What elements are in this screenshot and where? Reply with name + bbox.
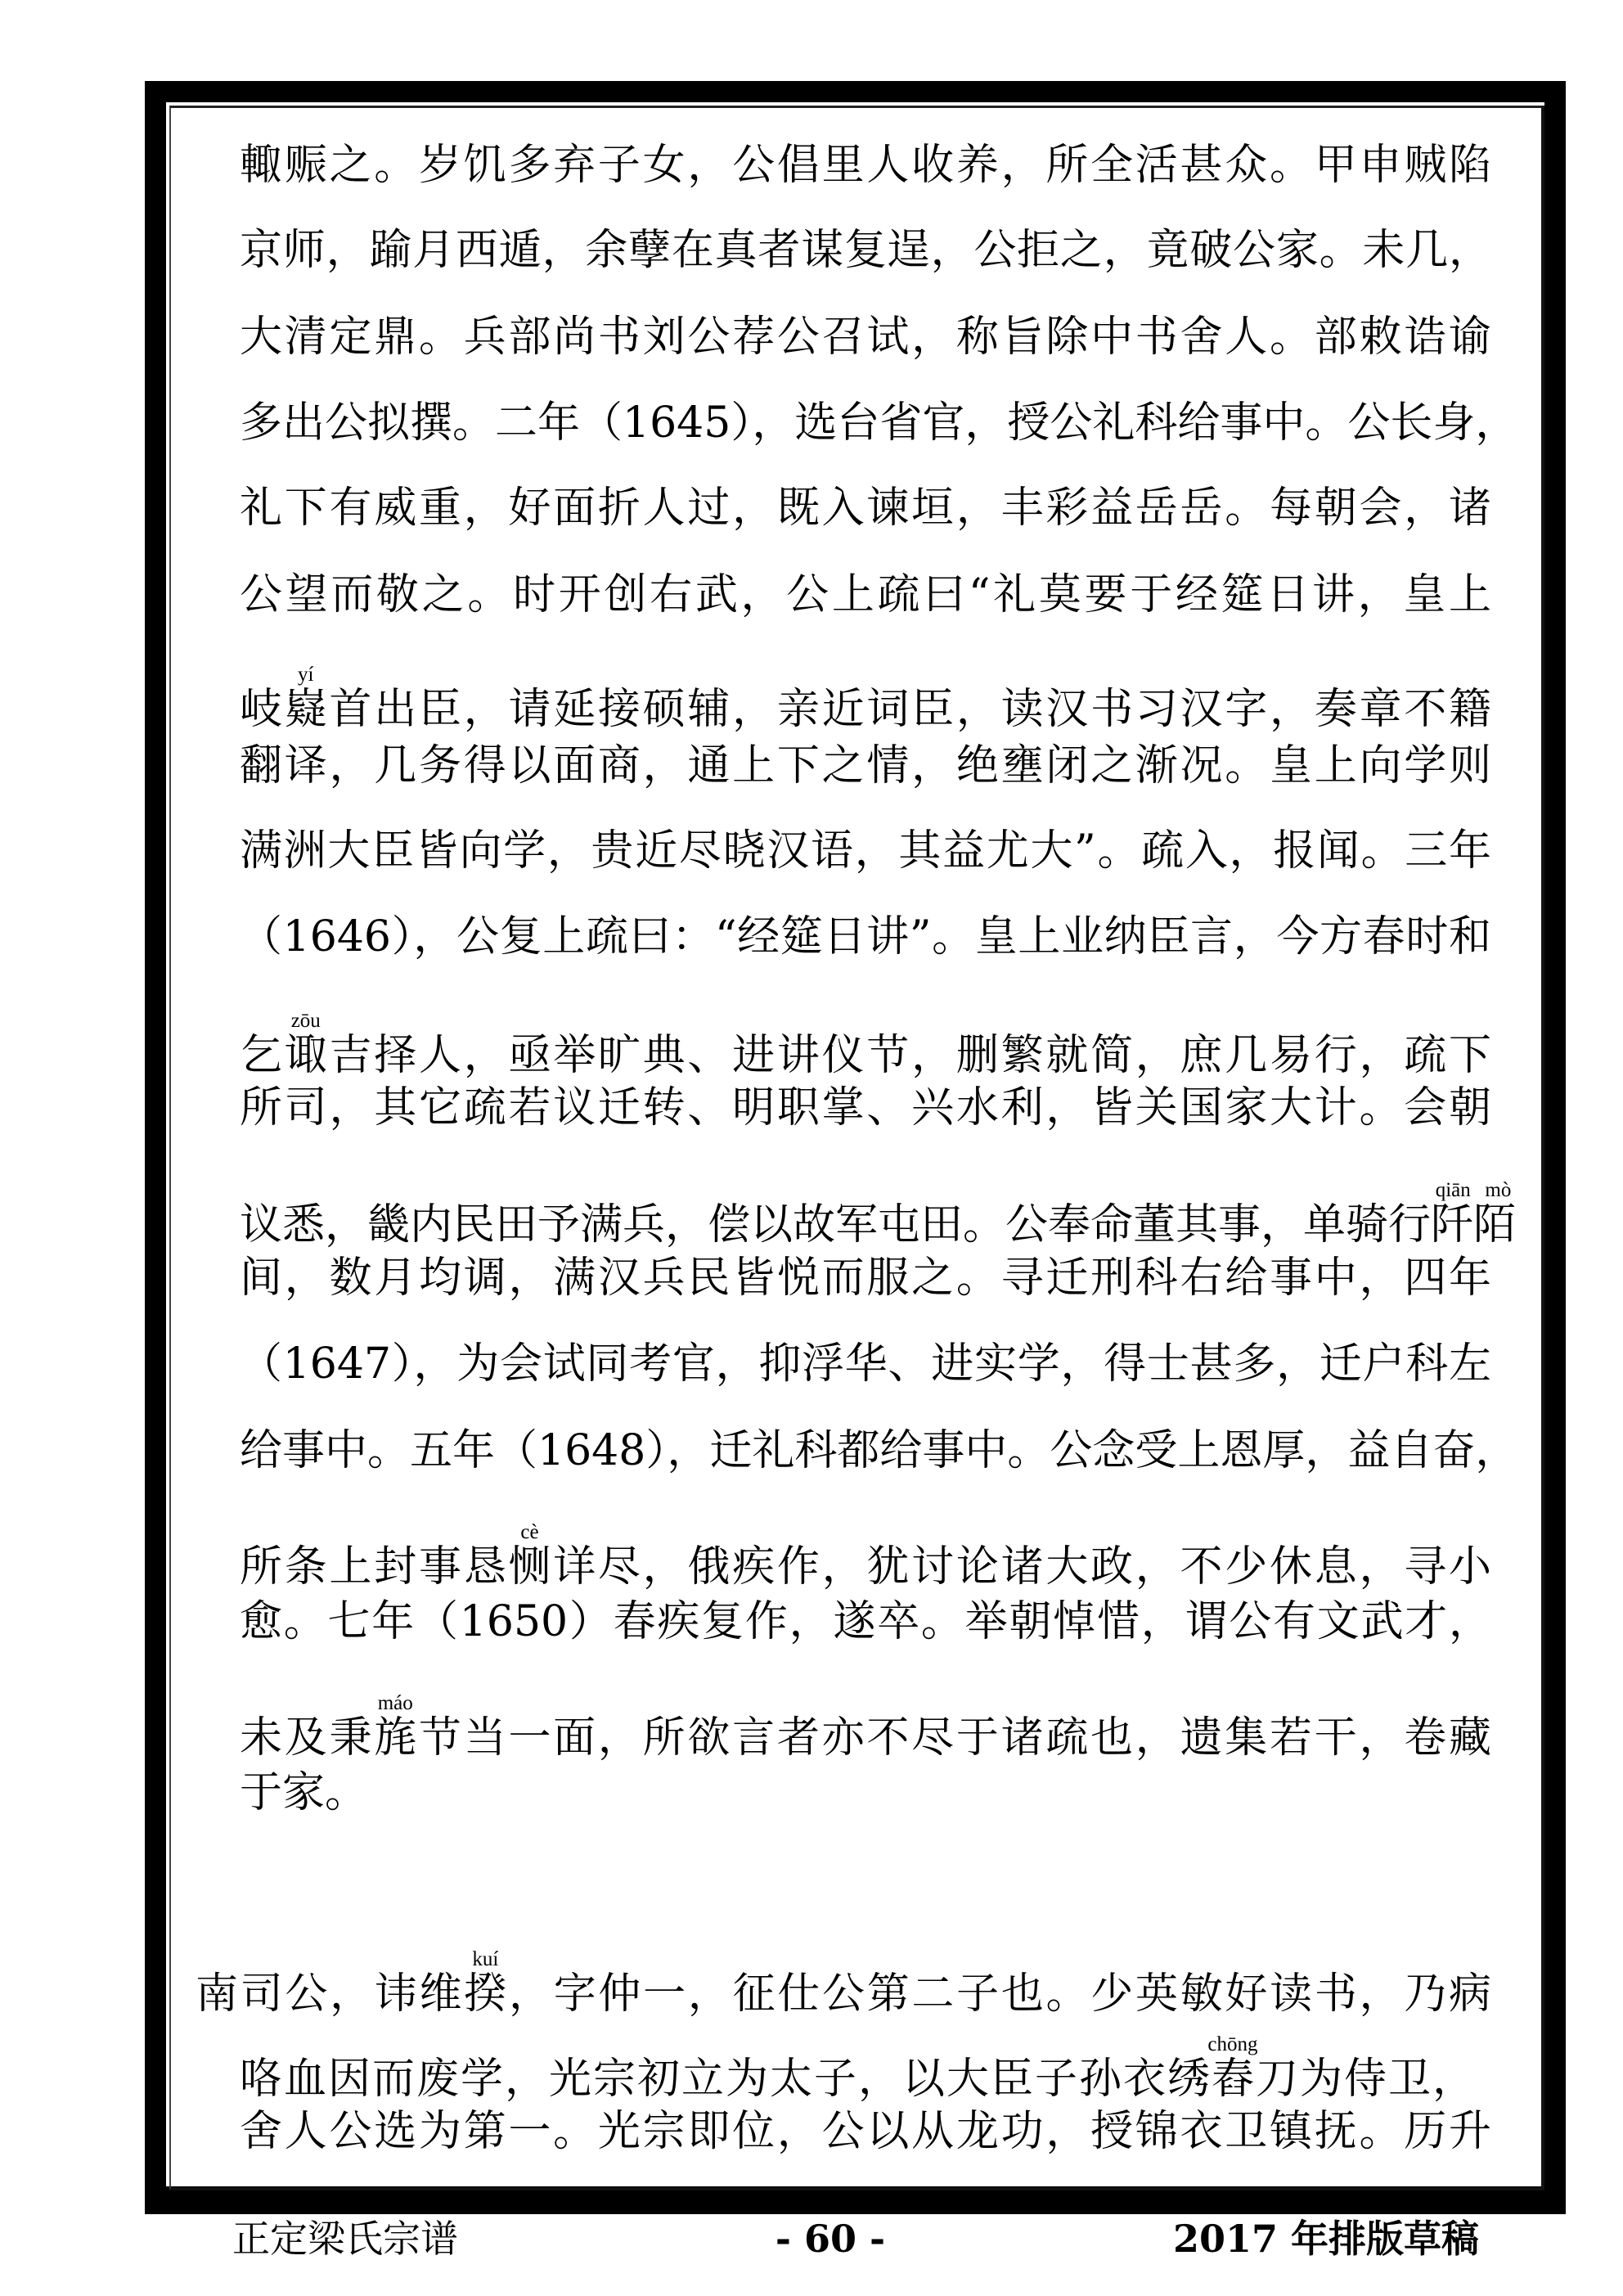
pinyin-annotation: qiān mò: [1431, 1179, 1517, 1201]
text-segment: 吉择人，亟举旷典、进讲仪节，删繁就简，庶几易行，疏下: [329, 1031, 1491, 1080]
text-segment: 所条上封事恳: [240, 1542, 509, 1591]
text-segment: 京师，踰月西遁，余孽在真者谋复逞，公拒之，竟破公家。未几，: [240, 226, 1491, 275]
text-segment: 公望而敬之。时开创右武，公上疏曰“礼莫要于经筵日讲，皇上: [240, 570, 1491, 619]
text-segment: 翻译，几务得以面商，通上下之情，绝壅闭之渐况。皇上向学则: [240, 741, 1491, 790]
text-line: [240, 1597, 1491, 1646]
text-segment: 满洲大臣皆向学，贵近尽晓汉语，其益尤大”。疏入，报闻。三年: [240, 826, 1491, 876]
text-line: [240, 226, 1491, 275]
pinyin-annotated-char: [1431, 1179, 1517, 1249]
pinyin-annotation: chōng: [1207, 2033, 1258, 2055]
text-line: [240, 1179, 1517, 1249]
footer-draft-note: 2017 年排版草稿: [1172, 2217, 1479, 2261]
text-line: [240, 141, 1491, 190]
pinyin-annotation: máo: [374, 1692, 417, 1714]
text-line: [240, 1339, 1491, 1389]
text-segment: 首出臣，请延接硕辅，亲近词臣，读汉书习汉字，奏章不籍: [329, 685, 1491, 734]
footer-book-title: 正定梁氏宗谱: [232, 2217, 458, 2261]
ruby-base: 旄: [374, 1713, 419, 1763]
text-line: [240, 1010, 1491, 1080]
text-line: [240, 313, 1491, 362]
pinyin-annotated-char: [284, 1010, 330, 1080]
text-line: [240, 1692, 1491, 1763]
text-segment: 愈。七年（1650）春疾复作，遂卒。举朝悼惜，谓公有文武才，: [240, 1597, 1491, 1646]
text-line: [240, 484, 1491, 533]
text-segment: （1647），为会试同考官，抑浮华、进实学，得士甚多，迁户科左: [240, 1339, 1491, 1389]
text-line: [240, 664, 1491, 734]
text-segment: 咯血因而废学，光宗初立为太子，以大臣子孙衣绣: [240, 2055, 1212, 2104]
text-segment: 輙赈之。岁饥多弃子女，公倡里人收养，所全活甚众。甲申贼陷: [240, 141, 1491, 190]
ruby-base: 舂: [1207, 2055, 1258, 2104]
text-line: [240, 1254, 1491, 1303]
text-segment: 多出公拟撰。二年（1645），选台省官，授公礼科给事中。公长身，: [240, 398, 1518, 448]
text-line: [240, 1768, 1491, 1817]
text-segment: 刀为侍卫，: [1253, 2055, 1475, 2104]
text-segment: 舍人公选为第一。光宗即位，公以从龙功，授锦衣卫镇抚。历升: [240, 2107, 1491, 2156]
text-segment: 南司公，讳维: [196, 1970, 465, 2019]
pinyin-annotated-char: [464, 1948, 509, 2019]
text-segment: 未及秉: [240, 1713, 375, 1763]
text-segment: ，字仲一，征仕公第二子也。少英敏好读书，乃病: [509, 1970, 1491, 2019]
pinyin-annotated-char: [508, 1521, 554, 1591]
text-line: [240, 1426, 1518, 1475]
text-segment: 节当一面，所欲言者亦不尽于诸疏也，遗集若干，卷藏: [418, 1713, 1491, 1763]
text-line: [240, 570, 1491, 619]
text-segment: （1646），公复上疏曰：“经筵日讲”。皇上业纳臣言，今方春时和: [240, 912, 1491, 961]
ruby-base: 嶷: [284, 685, 330, 734]
ruby-base: 恻: [508, 1542, 554, 1591]
text-line: [240, 2107, 1491, 2156]
footer-page-number: - 60 -: [775, 2217, 886, 2261]
ruby-base: 揆: [464, 1970, 509, 2019]
text-segment: 礼下有威重，好面折人过，既入谏垣，丰彩益岳岳。每朝会，诸: [240, 484, 1491, 533]
text-segment: 间，数月均调，满汉兵民皆悦而服之。寻迁刑科右给事中，四年: [240, 1254, 1491, 1303]
text-segment: 大清定鼎。兵部尚书刘公荐公召试，称旨除中书舍人。部敕诰谕: [240, 313, 1491, 362]
text-line: [240, 2033, 1475, 2104]
pinyin-annotation: kuí: [464, 1948, 507, 1970]
text-segment: 岐: [240, 685, 285, 734]
text-segment: 详尽，俄疾作，犹讨论诸大政，不少休息，寻小: [553, 1542, 1491, 1591]
text-segment: 于家。: [240, 1768, 368, 1817]
text-line: [196, 1948, 1491, 2019]
pinyin-annotation: zōu: [284, 1010, 327, 1032]
pinyin-annotated-char: [284, 664, 330, 734]
text-segment: 乞: [240, 1031, 285, 1080]
pinyin-annotation: yí: [284, 664, 327, 686]
pinyin-annotated-char: [1207, 2033, 1258, 2104]
text-line: [240, 912, 1491, 961]
text-line: [240, 1083, 1491, 1132]
text-line: [240, 826, 1491, 876]
ruby-base: 诹: [284, 1031, 330, 1080]
text-segment: 议悉，畿内民田予满兵，偿以故军屯田。公奉命董其事，单骑行: [240, 1200, 1432, 1249]
text-segment: 所司，其它疏若议迁转、明职掌、兴水利，皆关国家大计。会朝: [240, 1083, 1491, 1132]
text-segment: 给事中。五年（1648），迁礼科都给事中。公念受上恩厚，益自奋，: [240, 1426, 1518, 1475]
pinyin-annotation: cè: [508, 1521, 551, 1543]
text-line: [240, 1521, 1491, 1591]
text-line: [240, 398, 1518, 448]
pinyin-annotated-char: [374, 1692, 419, 1763]
text-line: [240, 741, 1491, 790]
ruby-base: 阡陌: [1431, 1200, 1517, 1249]
